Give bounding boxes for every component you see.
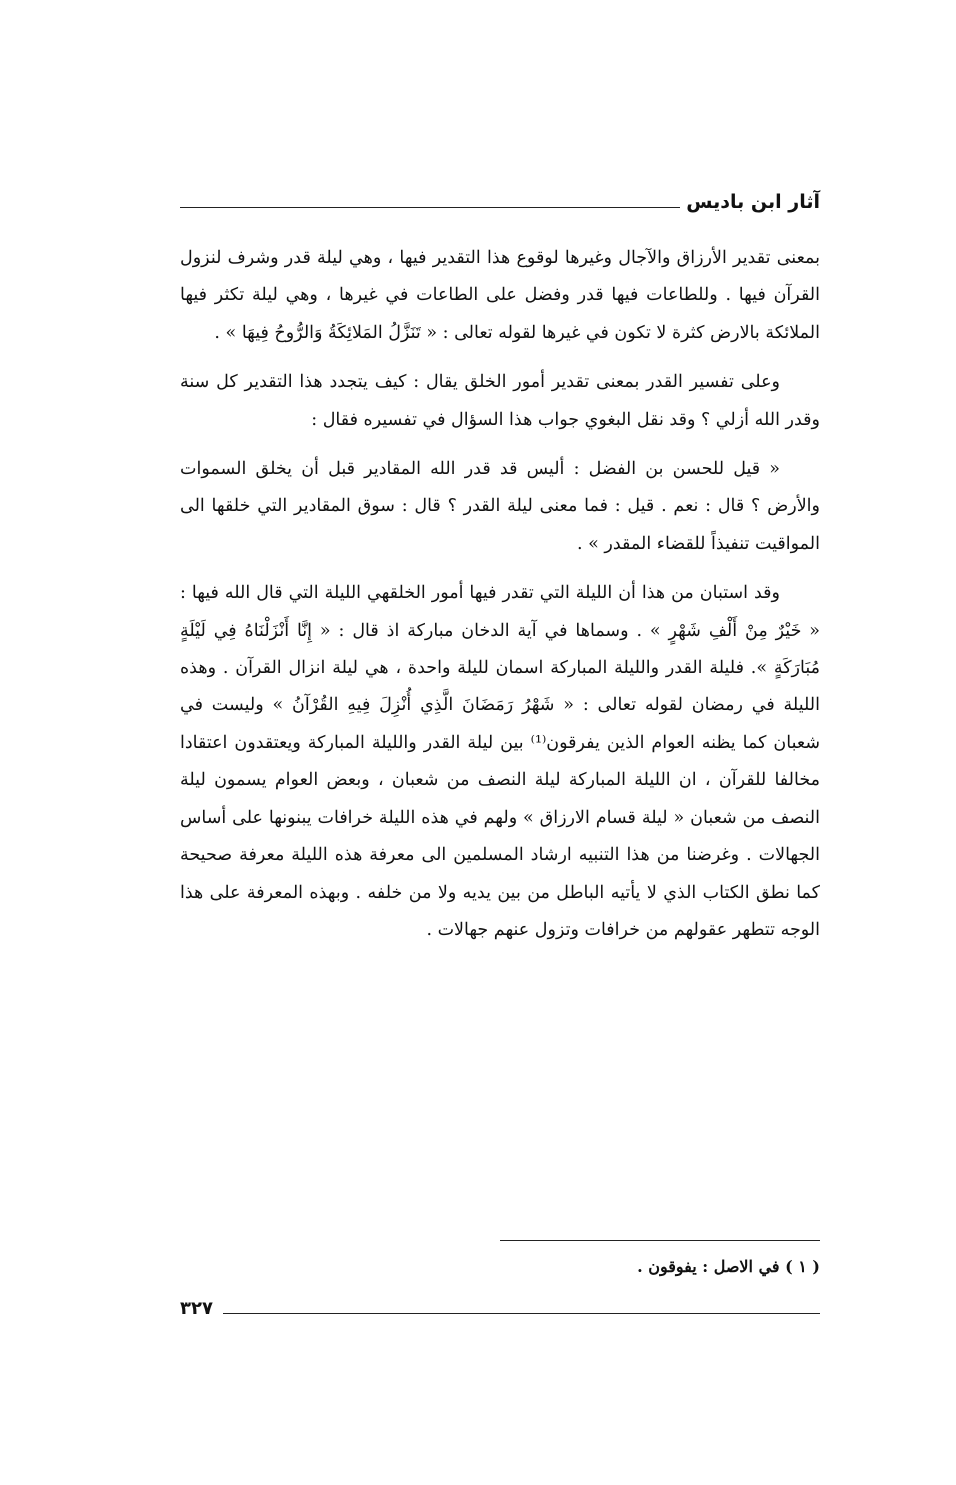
running-header-title: آثار ابن باديس [686,191,820,213]
page-number: ٣٢٧ [180,1298,213,1319]
footnote: ( ١ ) في الاصل : يفوقون . [637,1257,820,1276]
footnote-rule [500,1240,820,1241]
quotation-paragraph: « قيل للحسن بن الفضل : أليس قد قدر الله المقادير قبل أن يخلق السموات والأرض ؟ قال : نعم . قيل : فما معنى ليلة القدر ؟ قال : سوق المقادير التي خلقها الى المواقيت تنفيذاً للقضاء المقدر » . [180,459,820,554]
running-header [180,180,820,214]
paragraph-2: وعلى تفسير القدر بمعنى تقدير أمور الخلق يقال : كيف يتجدد هذا التقدير كل سنة وقدر الله أزلي ؟ وقد نقل البغوي جواب هذا السؤال في تفسيره فقال : [180,372,820,430]
running-footer [180,1292,820,1320]
header-rule [180,207,680,208]
paragraph-1: بمعنى تقدير الأرزاق والآجال وغيرها لوقوع هذا التقدير فيها ، وهي ليلة قدر وشرف لنزول القرآن فيها . وللطاعات فيها قدر وفضل على الطاعات في غيرها ، وهي ليلة تكثر فيها الملائكة بالارض كثرة لا تكون في غيرها لقوله تعالى : « تَنَزَّلُ المَلائِكَةُ وَالرُّوحُ فِيهَا » . [180,248,820,343]
paragraph-4: وقد استبان من هذا أن الليلة التي تقدر فيها أمور الخلقهي الليلة التي قال الله فيها : « خَيْرٌ مِنْ أَلْفِ شَهْرٍ » . وسماها في آية الدخان مباركة اذ قال : « إِنَّا أَنْزَلْنَاهُ فِي لَيْلَةٍ مُبَارَكَةٍ ». فليلة القدر والليلة المباركة اسمان لليلة واحدة ، هي ليلة انزال القرآن . وهذه الليلة في رمضان لقوله تعالى : « شَهْرُ رَمَضَانَ الَّذِي أُنْزِلَ فِيهِ القُرْآنُ » وليست في شعبان كما يظنه العوام الذين يفرقون⁽¹⁾ بين ليلة القدر والليلة المباركة ويعتقدون اعتقادا مخالفا للقرآن ، ان الليلة المباركة ليلة النصف من شعبان ، وبعض العوام يسمون ليلة النصف من شعبان « ليلة قسام الارزاق » ولهم في هذه الليلة خرافات يبنونها على أساس الجهالات . وغرضنا من هذا التنبيه ارشاد المسلمين الى معرفة هذه الليلة معرفة صحيحة كما نطق الكتاب الذي لا يأتيه الباطل من بين يديه ولا من خلفه . وبهذه المعرفة على هذا الوجه تتطهر عقولهم من خرافات وتزول عنهم جهالات . [180,583,820,940]
body-text [180,240,820,961]
footer-rule [223,1313,820,1314]
